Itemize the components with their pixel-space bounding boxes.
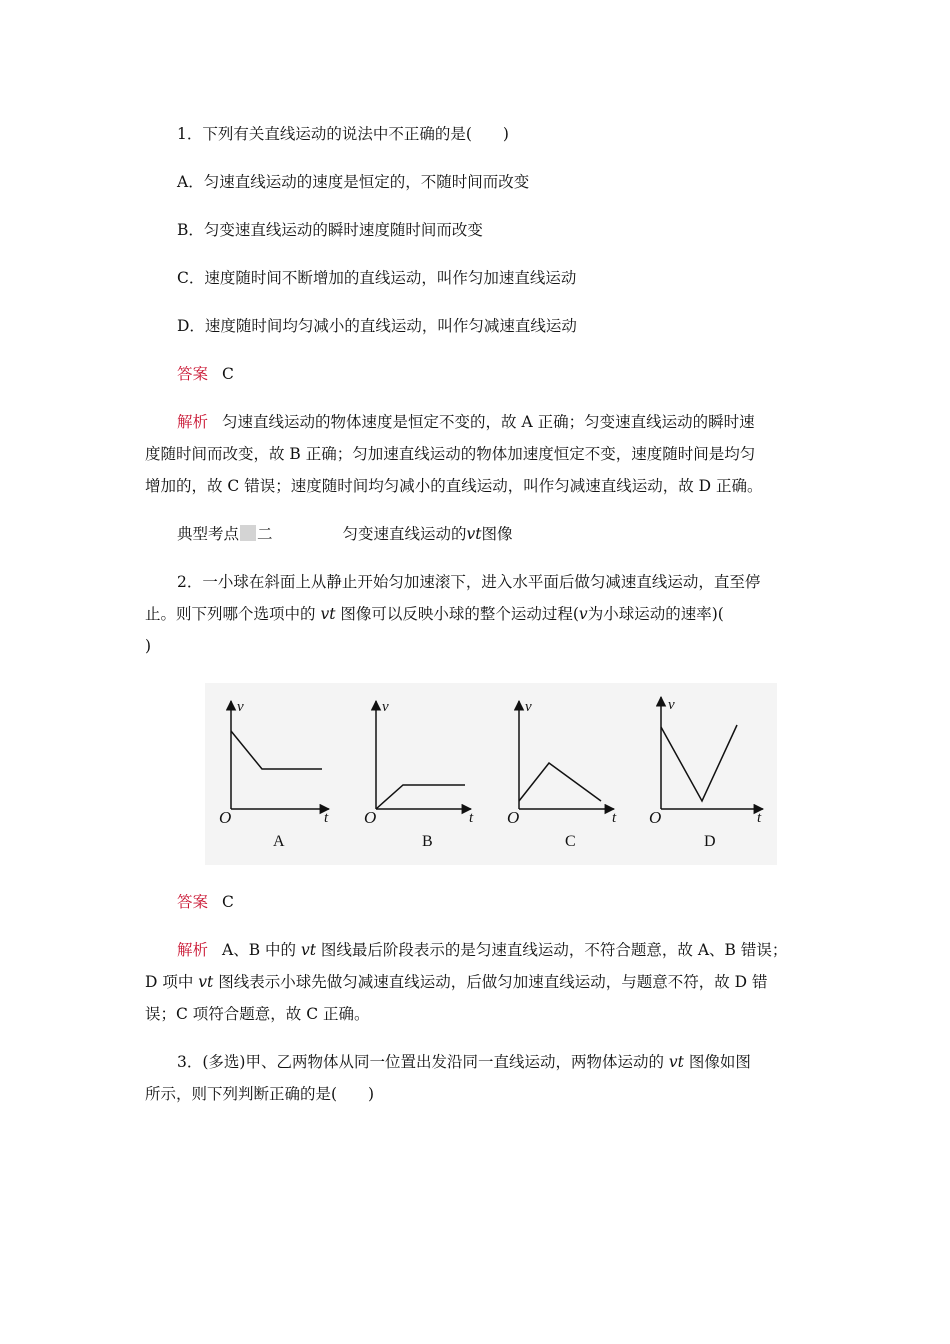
q2-stem-line3: ) <box>145 637 152 655</box>
graph-b <box>364 699 474 850</box>
placeholder-box <box>240 525 256 541</box>
graph-b-t-label: t <box>469 810 474 826</box>
graph-d <box>649 697 763 850</box>
q2-stem-line1: 2．一小球在斜面上从静止开始匀加速滚下，进入水平面后做匀减速直线运动，直至停 <box>177 573 761 591</box>
q1-option-d: D．速度随时间均匀减小的直线运动，叫作匀减速直线运动 <box>177 317 577 335</box>
q1-option-c: C．速度随时间不断增加的直线运动，叫作匀加速直线运动 <box>177 269 577 287</box>
q1-option-b: B．匀变速直线运动的瞬时速度随时间而改变 <box>177 221 483 239</box>
q1-analysis-line1: 解析 匀速直线运动的物体速度是恒定不变的，故 A 正确；匀变速直线运动的瞬时速 <box>177 413 755 431</box>
answer-label: 答案 <box>177 365 209 383</box>
graph-b-curve <box>376 785 465 809</box>
q1-answer <box>177 364 234 384</box>
vt-graphs-svg <box>205 683 777 865</box>
q1-analysis-line2: 度随时间而改变，故 B 正确；匀加速直线运动的物体加速度恒定不变，速度随时间是均匀 <box>145 445 756 463</box>
graph-a-curve <box>231 731 322 769</box>
graph-a-origin: O <box>219 808 232 827</box>
q1-option-a: A．匀速直线运动的速度是恒定的，不随时间而改变 <box>177 173 530 191</box>
graph-a <box>219 699 329 850</box>
answer-value: C <box>222 365 234 383</box>
analysis-label: 解析 <box>177 941 209 959</box>
graph-b-origin: O <box>364 808 377 827</box>
q2-analysis-line3: 误；C 项符合题意，故 C 正确。 <box>145 1005 370 1023</box>
graph-c <box>507 699 617 850</box>
graph-c-curve <box>519 763 601 801</box>
graph-b-caption: B <box>422 833 433 850</box>
graph-d-t-label: t <box>757 810 762 826</box>
graph-a-t-label: t <box>324 810 329 826</box>
answer-label: 答案 <box>177 893 209 911</box>
graph-c-origin: O <box>507 808 520 827</box>
graph-c-caption: C <box>565 833 576 850</box>
analysis-label: 解析 <box>177 413 209 431</box>
q3-stem-line2: 所示，则下列判断正确的是( ) <box>145 1085 375 1103</box>
vt-graph-figure <box>205 683 777 865</box>
q2-analysis-line2: D 项中 vt 图线表示小球先做匀减速直线运动，后做匀加速直线运动，与题意不符，故 D 错 <box>145 973 768 991</box>
graph-c-t-label: t <box>612 810 617 826</box>
graph-d-caption: D <box>704 833 716 850</box>
graph-b-v-label: v <box>382 699 389 715</box>
q1-analysis-line3: 增加的，故 C 错误；速度随时间均匀减小的直线运动，叫作匀减速直线运动，故 D 正确。 <box>145 477 763 495</box>
answer-value: C <box>222 893 234 911</box>
graph-d-origin: O <box>649 808 662 827</box>
q3-stem-line1: 3．(多选)甲、乙两物体从同一位置出发沿同一直线运动，两物体运动的 vt 图像如图 <box>177 1053 751 1071</box>
graph-a-v-label: v <box>237 699 244 715</box>
q1-stem: 1．下列有关直线运动的说法中不正确的是( ) <box>177 125 509 143</box>
graph-d-v-label: v <box>668 697 675 713</box>
q2-stem-line2: 止。则下列哪个选项中的 vt 图像可以反映小球的整个运动过程(v为小球运动的速率)( <box>145 605 724 623</box>
graph-a-caption: A <box>273 833 285 850</box>
graph-d-curve <box>661 725 737 801</box>
q2-analysis-line1: 解析 A、B 中的 vt 图线最后阶段表示的是匀速直线运动，不符合题意，故 A、B 错误； <box>177 941 788 959</box>
section-heading: 典型考点 二 匀变速直线运动的vt图像 <box>177 525 513 543</box>
q2-answer <box>177 892 234 912</box>
graph-c-v-label: v <box>525 699 532 715</box>
